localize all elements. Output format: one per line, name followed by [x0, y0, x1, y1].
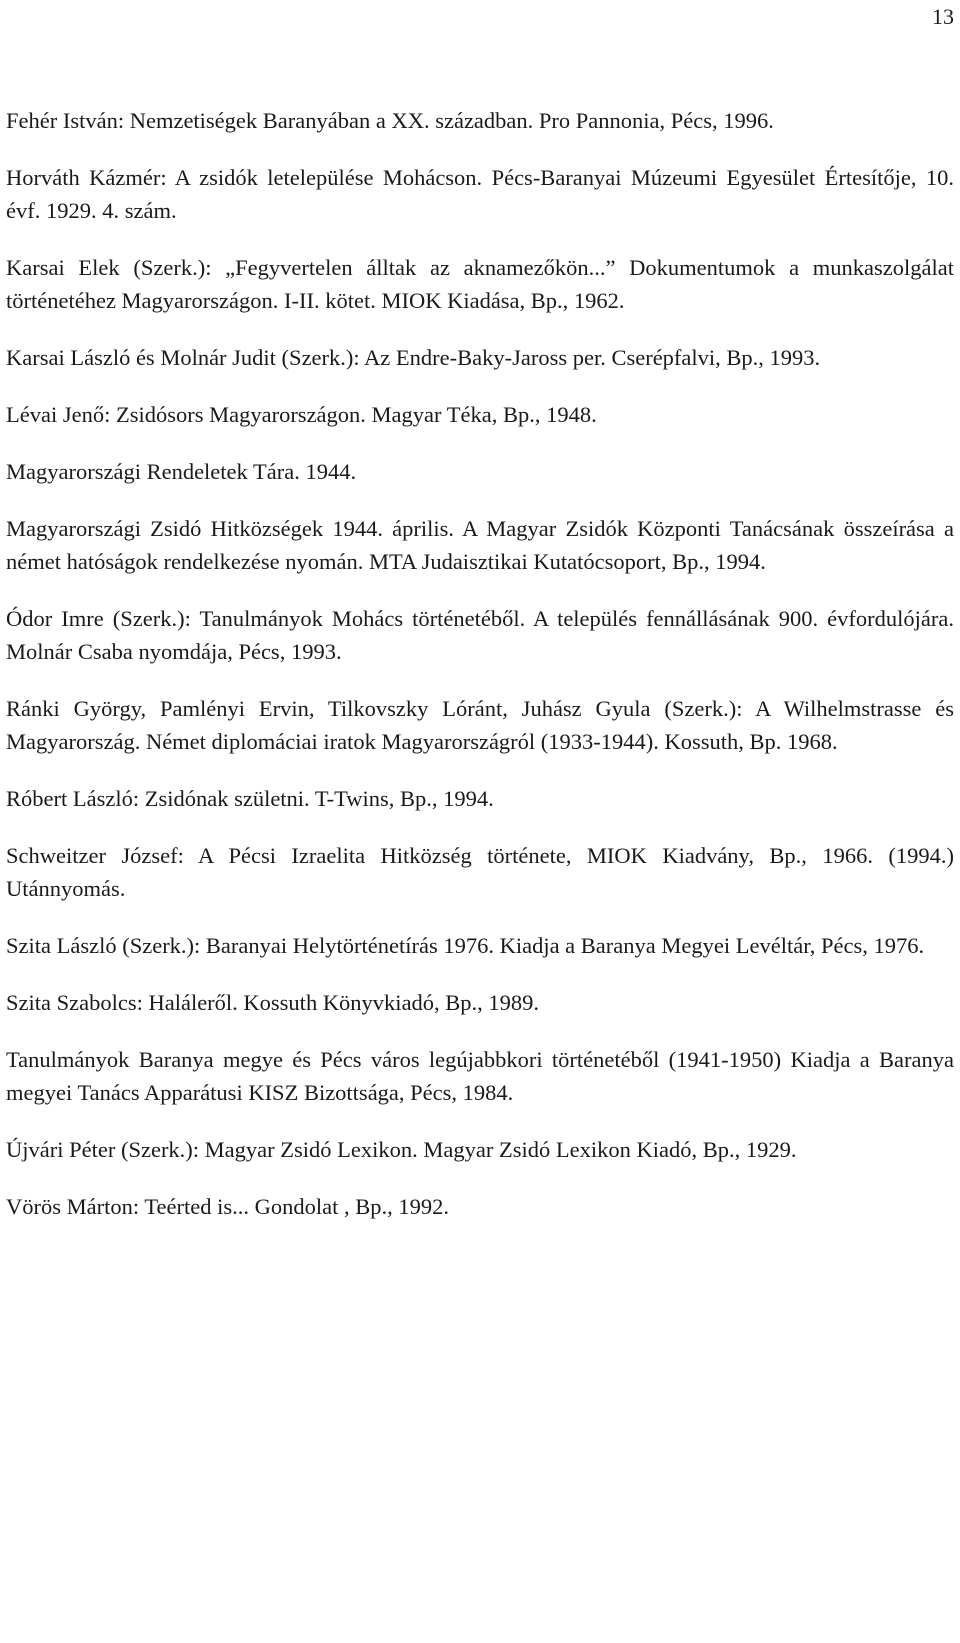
bibliography-entry: Schweitzer József: A Pécsi Izraelita Hitközség története, MIOK Kiadvány, Bp., 1966. (1994.) Utánnyomás. — [6, 843, 954, 901]
bibliography-entry: Magyarországi Zsidó Hitközségek 1944. április. A Magyar Zsidók Központi Tanácsának összeírása a német hatóságok rendelkezése nyomán. MTA Judaisztikai Kutatócsoport, Bp., 1994. — [6, 516, 954, 574]
bibliography-entry: Lévai Jenő: Zsidósors Magyarországon. Magyar Téka, Bp., 1948. — [6, 402, 597, 427]
bibliography-entry: Magyarországi Rendeletek Tára. 1944. — [6, 459, 357, 484]
bibliography-entry: Karsai Elek (Szerk.): „Fegyvertelen álltak az aknamezőkön...” Dokumentumok a munkaszolgálat történetéhez Magyarországon. I-II. kötet. MIOK Kiadása, Bp., 1962. — [6, 255, 954, 313]
bibliography-entry: Ránki György, Pamlényi Ervin, Tilkovszky Lóránt, Juhász Gyula (Szerk.): A Wilhelmstrasse és Magyarország. Német diplomáciai iratok Magyarországról (1933-1944). Kossuth, Bp. 1968. — [6, 696, 954, 754]
bibliography-entry: Karsai László és Molnár Judit (Szerk.): Az Endre-Baky-Jaross per. Cserépfalvi, Bp., 1993. — [6, 345, 821, 370]
bibliography-entry: Vörös Márton: Teérted is... Gondolat , Bp., 1992. — [6, 1194, 449, 1219]
bibliography-entry: Ódor Imre (Szerk.): Tanulmányok Mohács történetéből. A település fennállásának 900. évfordulójára. Molnár Csaba nyomdája, Pécs, 1993. — [6, 606, 954, 664]
bibliography-entry: Fehér István: Nemzetiségek Baranyában a XX. században. Pro Pannonia, Pécs, 1996. — [6, 108, 774, 133]
bibliography-entry: Horváth Kázmér: A zsidók letelepülése Mohácson. Pécs-Baranyai Múzeumi Egyesület Értesítője, 10. évf. 1929. 4. szám. — [6, 165, 954, 223]
bibliography-list — [6, 104, 954, 1247]
bibliography-entry: Tanulmányok Baranya megye és Pécs város legújabbkori történetéből (1941-1950) Kiadja a Baranya megyei Tanács Apparátusi KISZ Bizottsága, Pécs, 1984. — [6, 1047, 954, 1105]
bibliography-entry: Róbert László: Zsidónak születni. T-Twins, Bp., 1994. — [6, 786, 494, 811]
page-number: 13 — [932, 4, 954, 29]
bibliography-entry: Újvári Péter (Szerk.): Magyar Zsidó Lexikon. Magyar Zsidó Lexikon Kiadó, Bp., 1929. — [6, 1137, 797, 1162]
bibliography-entry: Szita Szabolcs: Haláleről. Kossuth Könyvkiadó, Bp., 1989. — [6, 990, 540, 1015]
bibliography-entry: Szita László (Szerk.): Baranyai Helytörténetírás 1976. Kiadja a Baranya Megyei Levéltár, Pécs, 1976. — [6, 933, 925, 958]
